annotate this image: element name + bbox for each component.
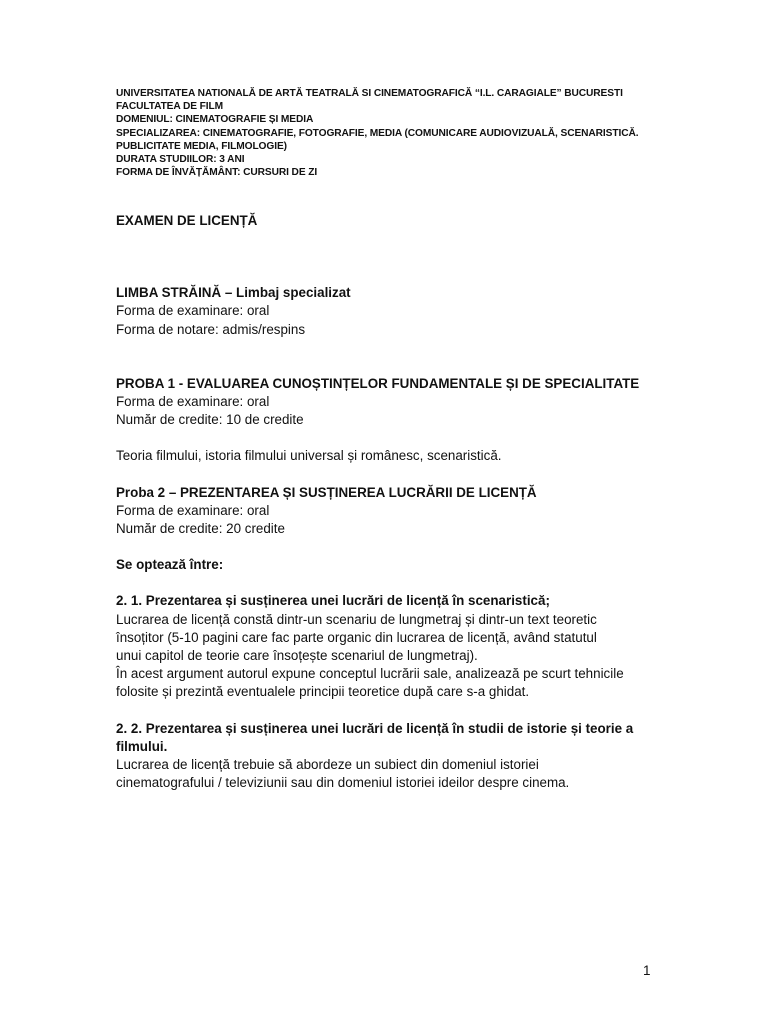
proba2-choose: Se optează între: [116,557,224,573]
header-domain: DOMENIUL: CINEMATOGRAFIE ȘI MEDIA [116,114,314,126]
proba1-title: PROBA 1 - EVALUAREA CUNOȘTINȚELOR FUNDAMENTALE ȘI DE SPECIALITATE [116,375,640,391]
option2-title-cont: filmului. [116,738,168,754]
option1-text-line: unui capitol de teorie care însoțește scenariul de lungmetraj). [116,648,478,664]
option1-text-line: În acest argument autorul expune conceptul lucrării sale, analizează pe scurt tehnicile [116,666,624,682]
proba1-section [116,375,661,466]
institution-header [116,87,676,179]
page-number: 1 [643,963,651,978]
header-specialization: SPECIALIZAREA: CINEMATOGRAFIE, FOTOGRAFIE, MEDIA (COMUNICARE AUDIOVIZUALĂ, SCENARISTICĂ. [116,127,639,139]
option1-text-line: folosite și prezintă eventualele principii teoretice după care s-a ghidat. [116,684,530,700]
proba2-title: Proba 2 – PREZENTAREA ȘI SUSȚINEREA LUCRĂRII DE LICENȚĂ [116,484,537,500]
option2-text-line: cinematografului / televiziunii sau din domeniul istoriei ideilor despre cinema. [116,775,570,791]
option2-section [116,720,661,793]
header-duration: DURATA STUDIILOR: 3 ANI [116,154,245,166]
proba2-credits: Număr de credite: 20 credite [116,521,285,537]
option1-text-line: Lucrarea de licență constă dintr-un scenariu de lungmetraj și dintr-un text teoretic [116,611,597,627]
header-faculty: FACULTATEA DE FILM [116,101,224,113]
option2-text-line: Lucrarea de licență trebuie să abordeze un subiect din domeniul istoriei [116,757,539,773]
header-study-form: FORMA DE ÎNVĂȚĂMÂNT: CURSURI DE ZI [116,167,318,179]
foreign-language-exam-form: Forma de examinare: oral [116,303,270,319]
option1-title: 2. 1. Prezentarea și susținerea unei lucrări de licență în scenaristică; [116,593,550,609]
option1-text-line: însoțitor (5-10 pagini care fac parte organic din lucrarea de licență, având statutul [116,629,597,645]
option1-section [116,592,661,701]
option2-title: 2. 2. Prezentarea și susținerea unei lucrări de licență în studii de istorie și teorie a [116,720,634,736]
header-specialization-cont: PUBLICITATE MEDIA, FILMOLOGIE) [116,140,287,152]
proba2-exam-form: Forma de examinare: oral [116,502,270,518]
foreign-language-section [116,284,661,339]
proba2-section [116,484,661,575]
proba1-exam-form: Forma de examinare: oral [116,394,270,410]
foreign-language-grading-form: Forma de notare: admis/respins [116,321,306,337]
proba1-topics: Teoria filmului, istoria filmului universal și românesc, scenaristică. [116,448,502,464]
document-body [116,212,661,792]
foreign-language-title: LIMBA STRĂINĂ – Limbaj specializat [116,285,351,301]
exam-title: EXAMEN DE LICENȚĂ [116,213,258,228]
header-university: UNIVERSITATEA NATIONALĂ DE ARTĂ TEATRALĂ SI CINEMATOGRAFICĂ “I.L. CARAGIALE” BUCURESTI [116,88,623,99]
proba1-credits: Număr de credite: 10 de credite [116,412,304,428]
